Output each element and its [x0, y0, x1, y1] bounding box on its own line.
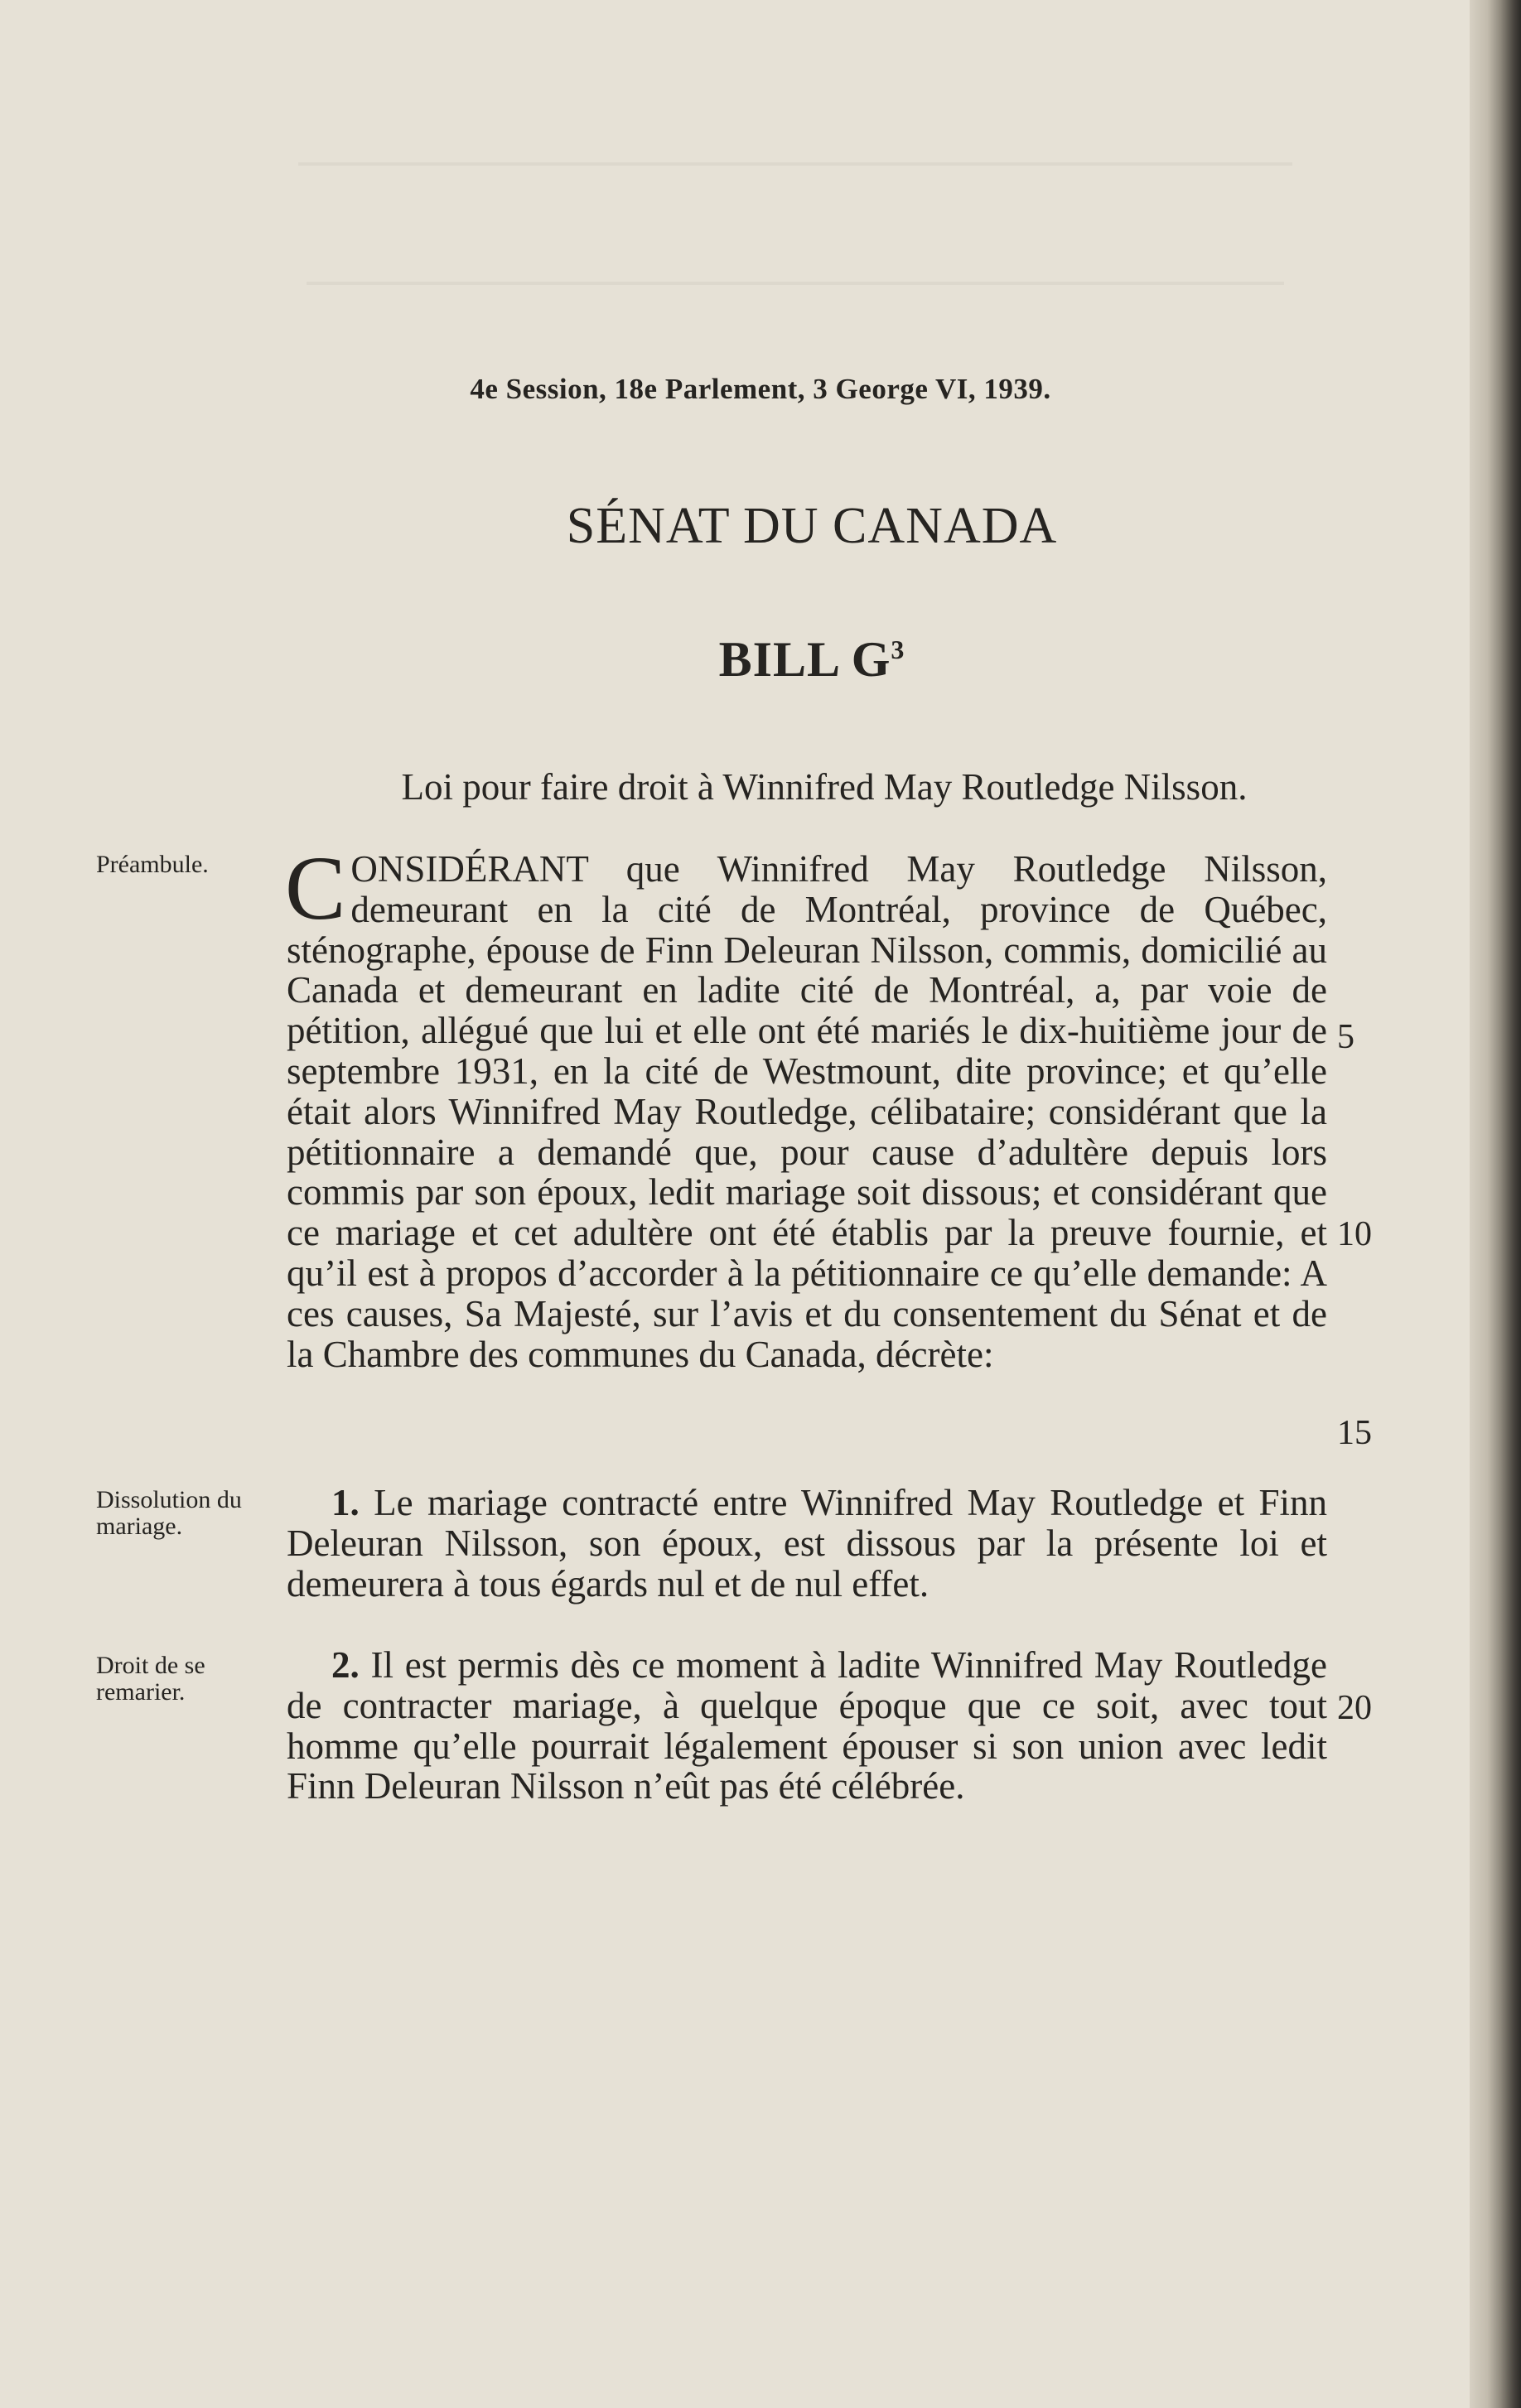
- section-number: 2.: [331, 1644, 360, 1686]
- bill-label: BILL G: [718, 632, 891, 687]
- section-2-text: Il est permis dès ce moment à ladite Winnifred May Routledge de contracter mariage, à quelque époque que ce soit, avec tout homme qu’elle pourrait légalement épouser si son union avec ledit Finn Deleuran Nilsson n’eût pas été célébrée.: [287, 1644, 1327, 1807]
- show-through-rule: [298, 162, 1292, 166]
- margin-note-dissolution: Dissolution du mariage.: [96, 1486, 242, 1540]
- line-number: 20: [1337, 1689, 1372, 1727]
- long-title: Loi pour faire droit à Winnifred May Routledge Nilsson.: [401, 766, 1248, 808]
- preamble-body: ONSIDÉRANT que Winnifred May Routledge Nilsson, demeurant en la cité de Montréal, province de Québec, sténographe, épouse de Finn Deleuran Nilsson, commis, domicilié au Canada et demeurant en ladite cité de Montréal, a, par voie de pétition, allégué que lui et elle ont été mariés le dix-huitième jour de septembre 1931, en la cité de Westmount, dite province; et qu’elle était alors Winnifred May Routledge, célibataire; considérant que la pétitionnaire a demandé que, pour cause d’adultère depuis lors commis par son époux, ledit mariage soit dissous; et considérant que ce mariage et cet adultère ont été établis par la preuve fournie, et qu’il est à propos d’accorder à la pétitionnaire ce qu’elle demande: A ces causes, Sa Majesté, sur l’avis et du consentement du Sénat et de la Chambre des communes du Canada, décrète:: [287, 848, 1327, 1375]
- margin-note-remarriage: Droit de se remarier.: [96, 1652, 205, 1706]
- show-through-rule: [307, 282, 1284, 285]
- section-1-text: Le mariage contracté entre Winnifred May Routledge et Finn Deleuran Nilsson, son époux, est dissous par la présente loi et demeurera à tous égards nul et de nul effet.: [287, 1482, 1328, 1605]
- section-1: [287, 1483, 1327, 1604]
- line-number: 10: [1337, 1215, 1372, 1253]
- line-number: 15: [1337, 1414, 1372, 1452]
- book-spine-shadow: [1470, 0, 1521, 2408]
- session-header: 4e Session, 18e Parlement, 3 George VI, 1939.: [470, 373, 1051, 405]
- section-2: [287, 1645, 1327, 1807]
- line-number: 5: [1337, 1018, 1354, 1056]
- preamble-text: [285, 837, 1327, 1375]
- margin-note-preamble: Préambule.: [96, 851, 209, 878]
- bill-heading: [0, 631, 1521, 688]
- bill-superscript: 3: [891, 635, 905, 664]
- section-number: 1.: [331, 1482, 360, 1523]
- drop-cap: C: [285, 837, 346, 939]
- senate-heading: SÉNAT DU CANADA: [566, 498, 1058, 554]
